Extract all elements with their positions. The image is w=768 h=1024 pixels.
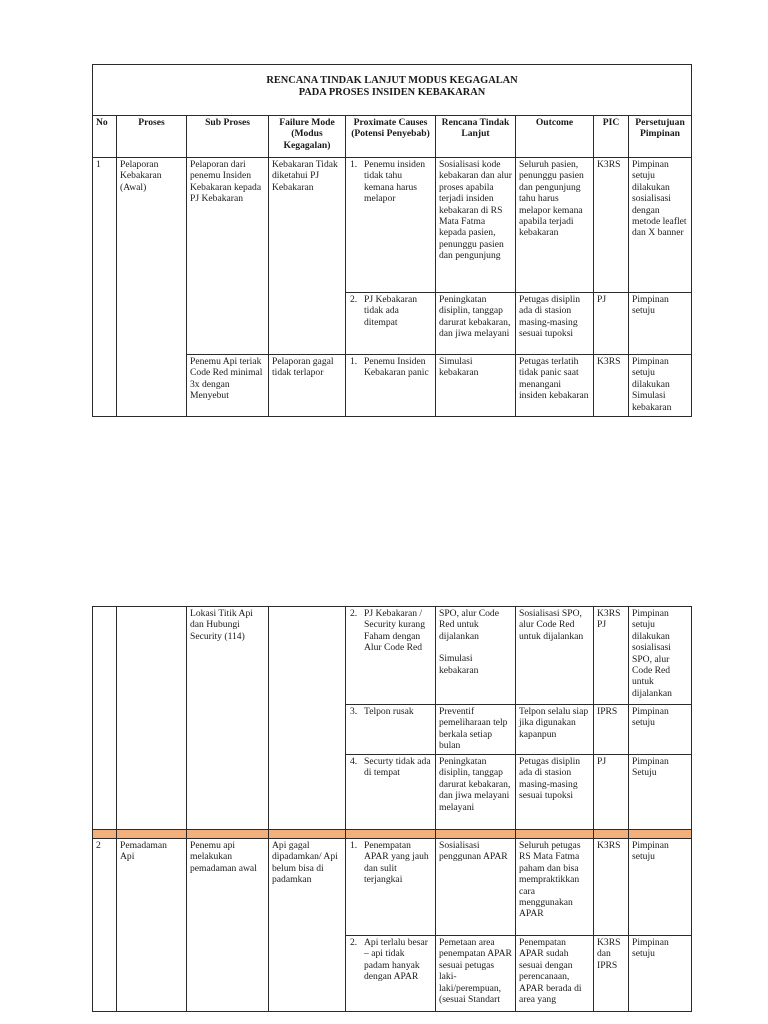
cell-persetujuan: Pimpinan setuju dilakukan sosialisasi dengan metode leaflet dan X banner: [629, 158, 692, 293]
cause-number: 1.: [350, 840, 358, 851]
cell-persetujuan: Pimpinan setuju dilakukan sosialisasi SPO, alur Code Red untuk dijalankan: [629, 607, 692, 705]
rencana-text: Simulasi kebakaran: [439, 653, 479, 676]
cell-failure-mode: Kebakaran Tidak diketahui PJ Kebakaran: [269, 158, 346, 355]
header-sub-proses: Sub Proses: [187, 116, 269, 158]
cause-number: 4.: [350, 756, 358, 767]
cell-sub-proses: Pelaporan dari penemu Insiden Kebakaran kepada PJ Kebakaran: [187, 158, 269, 355]
cell-proses: Pemadaman Api: [117, 839, 187, 1012]
cause-text: Telpon rusak: [364, 706, 414, 717]
cause-text: Penemu insiden tidak tahu kemana harus melapor: [364, 159, 426, 205]
cause-text: PJ Kebakaran / Security kurang Faham dengan Alur Code Red: [364, 608, 426, 654]
cause-number: 2.: [350, 608, 358, 619]
cell-cause: [346, 355, 436, 417]
cell-outcome: Seluruh pasien, penunggu pasien dan pengunjung tahu harus melapor kemana apabila terjadi kebakaran: [516, 158, 594, 293]
cell-cause: [346, 293, 436, 355]
cell-no: 2: [93, 839, 117, 1012]
cell-pic: K3RS dan IPRS: [594, 936, 629, 1012]
cell-outcome: Penempatan APAR sudah sesuai dengan perencanaan, APAR berada di area yang: [516, 936, 594, 1012]
cell-outcome: Petugas terlatih tidak panic saat menangani insiden kebakaran: [516, 355, 594, 417]
cause-number: 1.: [350, 356, 358, 367]
header-outcome: Outcome: [516, 116, 594, 158]
cell-pic: K3RS: [594, 355, 629, 417]
cause-text: Api terlalu besar – api tidak padam hanyak dengan APAR: [364, 937, 428, 983]
cell-cause: [346, 936, 436, 1012]
cell-failure-mode: Pelaporan gagal tidak terlapor: [269, 355, 346, 417]
cell-cause: [346, 839, 436, 936]
cell-proses: [117, 607, 187, 830]
pic-text: PJ: [597, 619, 607, 631]
pic-text: K3RS: [597, 608, 621, 619]
cell-proses: Pelaporan Kebakaran (Awal): [117, 158, 187, 417]
rtl-table-part-2: [92, 606, 692, 1012]
cell-pic: PJ: [594, 293, 629, 355]
cause-number: 3.: [350, 706, 358, 717]
header-persetujuan: Persetujuan Pimpinan: [629, 116, 692, 158]
cause-text: PJ Kebakaran tidak ada ditempat: [364, 294, 418, 328]
cell-cause: [346, 755, 436, 830]
header-pic: PIC: [594, 116, 629, 158]
header-no: No: [93, 116, 117, 158]
cell-outcome: Sosialisasi SPO, alur Code Red untuk dijalankan: [516, 607, 594, 705]
cell-rencana: Peningkatan disiplin, tanggap darurat kebakaran, dan jiwa melayani: [436, 293, 516, 355]
cell-sub-proses: Penemu Api teriak Code Red minimal 3x dengan Menyebut: [187, 355, 269, 417]
header-rencana: Rencana Tindak Lanjut: [436, 116, 516, 158]
cell-rencana: [436, 607, 516, 705]
section-separator: [93, 830, 692, 839]
cell-rencana: Sosialisasi kode kebakaran dan alur proses apabila terjadi insiden kebakaran di RS Mata Fatma kepada pasien, penunggu pasien dan pengunjung: [436, 158, 516, 293]
cell-persetujuan: Pimpinan setuju: [629, 705, 692, 755]
table-row: [93, 607, 692, 705]
cell-rencana: Preventif pemeliharaan telp berkala setiap bulan: [436, 705, 516, 755]
table-row: [93, 839, 692, 936]
cell-cause: [346, 158, 436, 293]
table-title: [93, 65, 692, 116]
title-line-2: PADA PROSES INSIDEN KEBAKARAN: [298, 87, 486, 98]
cell-outcome: Seluruh petugas RS Mata Fatma paham dan bisa mempraktikkan cara menggunakan APAR: [516, 839, 594, 936]
cell-no: [93, 607, 117, 830]
cause-number: 1.: [350, 159, 358, 170]
cell-rencana: Pemetaan area penempatan APAR sesuai petugas laki-laki/perempuan, (sesuai Standart: [436, 936, 516, 1012]
header-failure-mode: Failure Mode (Modus Kegagalan): [269, 116, 346, 158]
cause-number: 2.: [350, 294, 358, 305]
cell-pic: K3RS: [594, 158, 629, 293]
cell-persetujuan: Pimpinan Setuju: [629, 755, 692, 830]
cell-pic: [594, 607, 629, 705]
cell-rencana: Peningkatan disiplin, tanggap darurat kebakaran, dan jiwa melayani melayani: [436, 755, 516, 830]
cell-outcome: Petugas disiplin ada di stasion masing-masing sesuai tupoksi: [516, 755, 594, 830]
cell-persetujuan: Pimpinan setuju dilakukan Simulasi kebakaran: [629, 355, 692, 417]
header-proses: Proses: [117, 116, 187, 158]
cause-text: Penemu Insiden Kebakaran panic: [364, 356, 429, 379]
cell-rencana: Simulasi kebakaran: [436, 355, 516, 417]
cell-persetujuan: Pimpinan setuju: [629, 839, 692, 936]
cell-no: 1: [93, 158, 117, 417]
cell-pic: PJ: [594, 755, 629, 830]
cell-cause: [346, 705, 436, 755]
cell-failure-mode: Api gagal dipadamkan/ Api belum bisa di padamkan: [269, 839, 346, 1012]
cell-persetujuan: Pimpinan setuju: [629, 936, 692, 1012]
cell-persetujuan: Pimpinan setuju: [629, 293, 692, 355]
cell-pic: IPRS: [594, 705, 629, 755]
cell-pic: K3RS: [594, 839, 629, 936]
cell-failure-mode: [269, 607, 346, 830]
rtl-table-part-1: [92, 64, 692, 417]
header-row: [93, 116, 692, 158]
header-proximate: Proximate Causes (Potensi Penyebab): [346, 116, 436, 158]
cell-sub-proses: Lokasi Titik Api dan Hubungi Security (114): [187, 607, 269, 830]
rencana-text: SPO, alur Code Red untuk dijalankan: [439, 608, 499, 642]
table-row: [93, 158, 692, 293]
cause-text: Penempatan APAR yang jauh dan sulit terjangkai: [364, 840, 429, 886]
cell-rencana: Sosialisasi penggunan APAR: [436, 839, 516, 936]
cell-outcome: Telpon selalu siap jika digunakan kapanpun: [516, 705, 594, 755]
cause-number: 2.: [350, 937, 358, 948]
cell-cause: [346, 607, 436, 705]
cell-sub-proses: Penemu api melakukan pemadaman awal: [187, 839, 269, 1012]
cause-text: Securty tidak ada di tempat: [364, 756, 431, 779]
cell-outcome: Petugas disiplin ada di stasion masing-masing sesuai tupoksi: [516, 293, 594, 355]
title-line-1: RENCANA TINDAK LANJUT MODUS KEGAGALAN: [266, 75, 518, 86]
